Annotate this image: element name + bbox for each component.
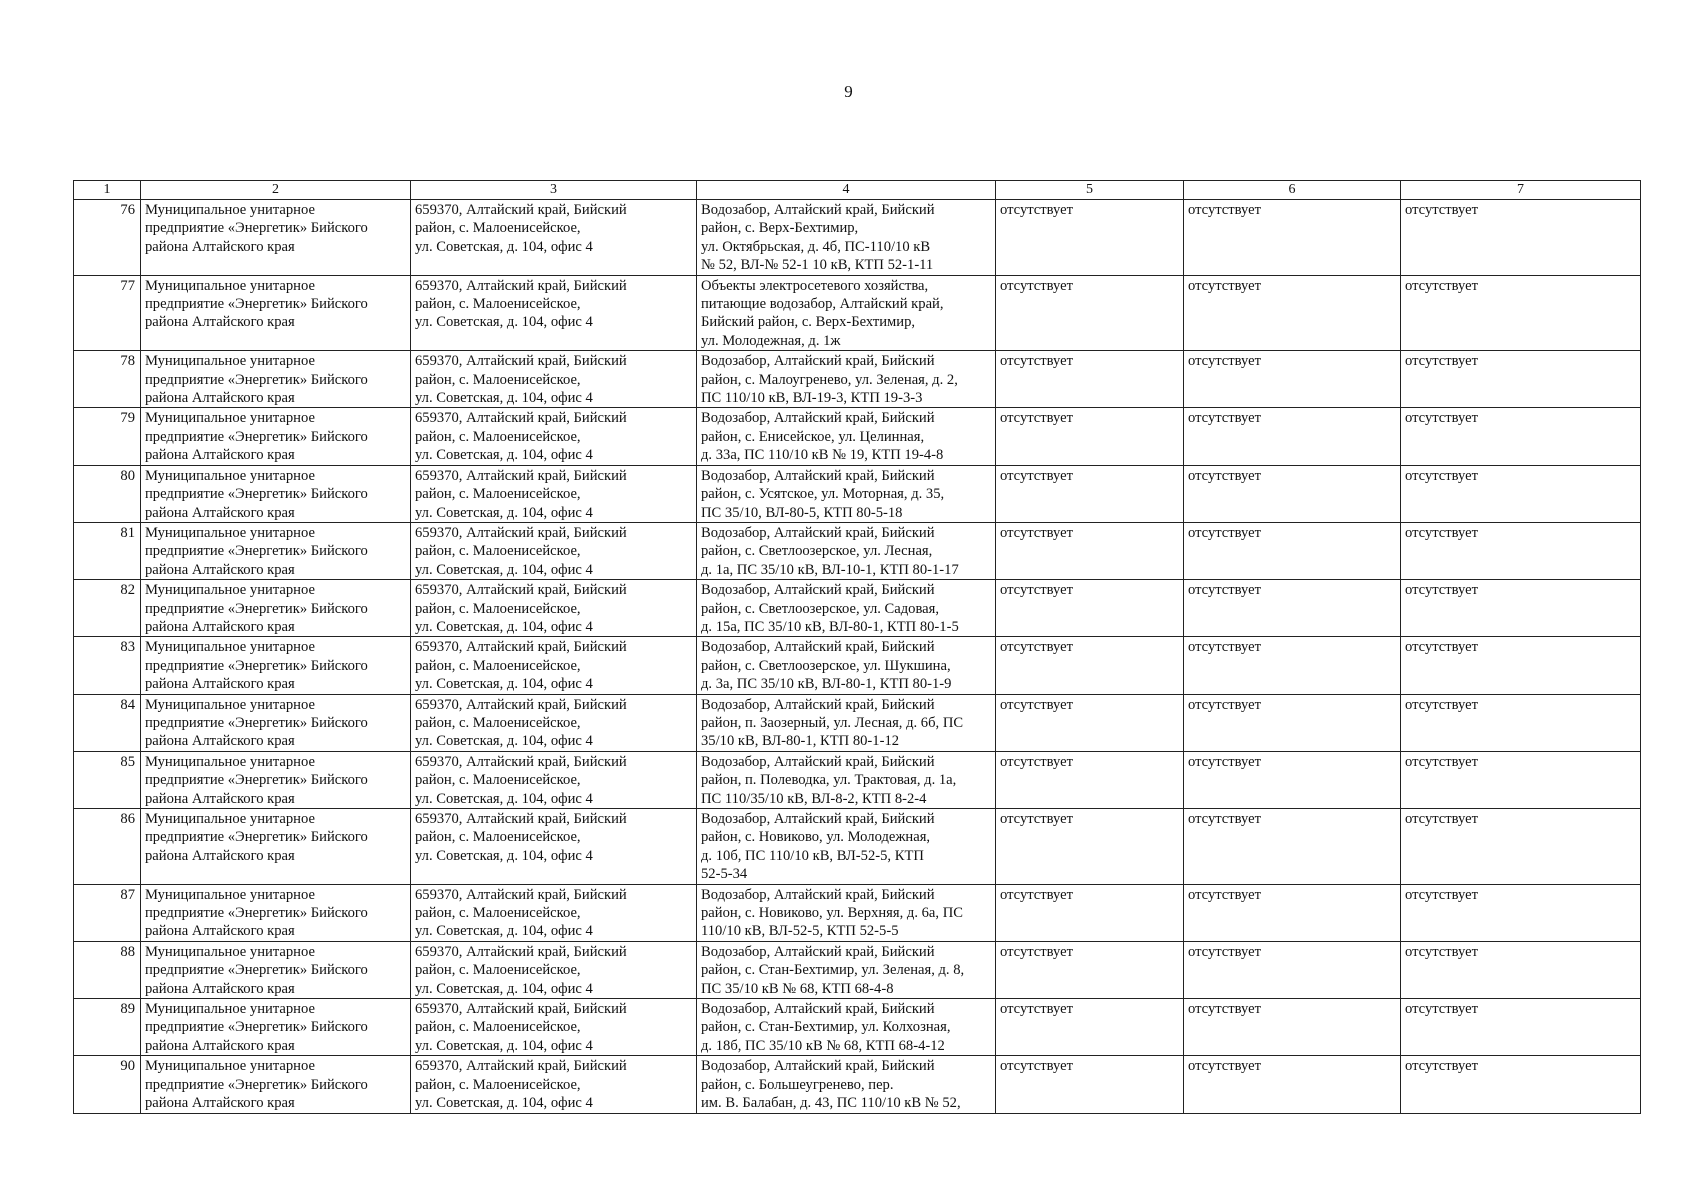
object-description: Водозабор, Алтайский край, Бийский район, с. Усятское, ул. Моторная, д. 35, ПС 35/10, ВЛ-80-5, КТП 80-5-18: [697, 465, 996, 522]
organization-address: 659370, Алтайский край, Бийский район, с. Малоенисейское, ул. Советская, д. 104, офис 4: [411, 941, 697, 998]
table-row: [74, 637, 1641, 694]
organization-address: 659370, Алтайский край, Бийский район, с. Малоенисейское, ул. Советская, д. 104, офис 4: [411, 465, 697, 522]
object-description: Водозабор, Алтайский край, Бийский район, п. Заозерный, ул. Лесная, д. 6б, ПС 35/10 кВ, ВЛ-80-1, КТП 80-1-12: [697, 694, 996, 751]
object-description: Водозабор, Алтайский край, Бийский район, с. Верх-Бехтимир, ул. Октябрьская, д. 4б, ПС-110/10 кВ № 52, ВЛ-№ 52-1 10 кВ, КТП 52-1-11: [697, 200, 996, 276]
column-6-value: отсутствует: [1184, 351, 1401, 408]
row-number: 86: [74, 809, 141, 885]
row-number: 82: [74, 580, 141, 637]
organization-address: 659370, Алтайский край, Бийский район, с. Малоенисейское, ул. Советская, д. 104, офис 4: [411, 694, 697, 751]
column-7-value: отсутствует: [1401, 809, 1641, 885]
row-number: 84: [74, 694, 141, 751]
registry-table: [73, 180, 1641, 1114]
column-5-value: отсутствует: [996, 809, 1184, 885]
column-7-value: отсутствует: [1401, 751, 1641, 808]
page-number: 9: [844, 82, 853, 101]
organization-name: Муниципальное унитарное предприятие «Энергетик» Бийского района Алтайского края: [141, 200, 411, 276]
organization-address: 659370, Алтайский край, Бийский район, с. Малоенисейское, ул. Советская, д. 104, офис 4: [411, 351, 697, 408]
organization-address: 659370, Алтайский край, Бийский район, с. Малоенисейское, ул. Советская, д. 104, офис 4: [411, 637, 697, 694]
object-description: Водозабор, Алтайский край, Бийский район, с. Большеугренево, пер. им. В. Балабан, д. 43, ПС 110/10 кВ № 52,: [697, 1056, 996, 1113]
column-7-value: отсутствует: [1401, 580, 1641, 637]
table-row: [74, 200, 1641, 276]
column-7-value: отсутствует: [1401, 1056, 1641, 1113]
organization-address: 659370, Алтайский край, Бийский район, с. Малоенисейское, ул. Советская, д. 104, офис 4: [411, 580, 697, 637]
column-5-value: отсутствует: [996, 200, 1184, 276]
organization-name: Муниципальное унитарное предприятие «Энергетик» Бийского района Алтайского края: [141, 999, 411, 1056]
column-5-value: отсутствует: [996, 941, 1184, 998]
organization-address: 659370, Алтайский край, Бийский район, с. Малоенисейское, ул. Советская, д. 104, офис 4: [411, 275, 697, 351]
column-7-value: отсутствует: [1401, 999, 1641, 1056]
organization-name: Муниципальное унитарное предприятие «Энергетик» Бийского района Алтайского края: [141, 351, 411, 408]
column-header-3: 3: [411, 181, 697, 200]
organization-name: Муниципальное унитарное предприятие «Энергетик» Бийского района Алтайского края: [141, 751, 411, 808]
column-5-value: отсутствует: [996, 580, 1184, 637]
column-6-value: отсутствует: [1184, 999, 1401, 1056]
object-description: Водозабор, Алтайский край, Бийский район, п. Полеводка, ул. Трактовая, д. 1а, ПС 110/35/10 кВ, ВЛ-8-2, КТП 8-2-4: [697, 751, 996, 808]
column-5-value: отсутствует: [996, 1056, 1184, 1113]
column-6-value: отсутствует: [1184, 580, 1401, 637]
column-7-value: отсутствует: [1401, 522, 1641, 579]
organization-name: Муниципальное унитарное предприятие «Энергетик» Бийского района Алтайского края: [141, 884, 411, 941]
organization-address: 659370, Алтайский край, Бийский район, с. Малоенисейское, ул. Советская, д. 104, офис 4: [411, 408, 697, 465]
table-row: [74, 751, 1641, 808]
column-7-value: отсутствует: [1401, 408, 1641, 465]
object-description: Водозабор, Алтайский край, Бийский район, с. Стан-Бехтимир, ул. Зеленая, д. 8, ПС 35/10 кВ № 68, КТП 68-4-8: [697, 941, 996, 998]
column-5-value: отсутствует: [996, 637, 1184, 694]
column-5-value: отсутствует: [996, 465, 1184, 522]
row-number: 88: [74, 941, 141, 998]
organization-name: Муниципальное унитарное предприятие «Энергетик» Бийского района Алтайского края: [141, 580, 411, 637]
column-7-value: отсутствует: [1401, 200, 1641, 276]
column-header-5: 5: [996, 181, 1184, 200]
column-5-value: отсутствует: [996, 408, 1184, 465]
column-5-value: отсутствует: [996, 522, 1184, 579]
column-7-value: отсутствует: [1401, 694, 1641, 751]
row-number: 77: [74, 275, 141, 351]
column-header-2: 2: [141, 181, 411, 200]
organization-address: 659370, Алтайский край, Бийский район, с. Малоенисейское, ул. Советская, д. 104, офис 4: [411, 884, 697, 941]
column-header-4: 4: [697, 181, 996, 200]
table-row: [74, 275, 1641, 351]
column-7-value: отсутствует: [1401, 941, 1641, 998]
column-7-value: отсутствует: [1401, 637, 1641, 694]
column-6-value: отсутствует: [1184, 275, 1401, 351]
organization-address: 659370, Алтайский край, Бийский район, с. Малоенисейское, ул. Советская, д. 104, офис 4: [411, 999, 697, 1056]
row-number: 80: [74, 465, 141, 522]
row-number: 76: [74, 200, 141, 276]
column-5-value: отсутствует: [996, 351, 1184, 408]
header-row: [74, 181, 1641, 200]
organization-name: Муниципальное унитарное предприятие «Энергетик» Бийского района Алтайского края: [141, 408, 411, 465]
row-number: 79: [74, 408, 141, 465]
table-row: [74, 580, 1641, 637]
column-7-value: отсутствует: [1401, 465, 1641, 522]
object-description: Объекты электросетевого хозяйства, питающие водозабор, Алтайский край, Бийский район, с. Верх-Бехтимир, ул. Молодежная, д. 1ж: [697, 275, 996, 351]
row-number: 90: [74, 1056, 141, 1113]
object-description: Водозабор, Алтайский край, Бийский район, с. Светлоозерское, ул. Лесная, д. 1а, ПС 35/10 кВ, ВЛ-10-1, КТП 80-1-17: [697, 522, 996, 579]
column-6-value: отсутствует: [1184, 694, 1401, 751]
column-5-value: отсутствует: [996, 751, 1184, 808]
column-header-6: 6: [1184, 181, 1401, 200]
row-number: 83: [74, 637, 141, 694]
row-number: 89: [74, 999, 141, 1056]
organization-address: 659370, Алтайский край, Бийский район, с. Малоенисейское, ул. Советская, д. 104, офис 4: [411, 1056, 697, 1113]
table-row: [74, 694, 1641, 751]
column-6-value: отсутствует: [1184, 465, 1401, 522]
column-6-value: отсутствует: [1184, 809, 1401, 885]
organization-name: Муниципальное унитарное предприятие «Энергетик» Бийского района Алтайского края: [141, 465, 411, 522]
table-row: [74, 884, 1641, 941]
table-row: [74, 408, 1641, 465]
column-6-value: отсутствует: [1184, 408, 1401, 465]
object-description: Водозабор, Алтайский край, Бийский район, с. Новиково, ул. Верхняя, д. 6а, ПС 110/10 кВ, ВЛ-52-5, КТП 52-5-5: [697, 884, 996, 941]
organization-address: 659370, Алтайский край, Бийский район, с. Малоенисейское, ул. Советская, д. 104, офис 4: [411, 522, 697, 579]
organization-name: Муниципальное унитарное предприятие «Энергетик» Бийского района Алтайского края: [141, 637, 411, 694]
column-6-value: отсутствует: [1184, 751, 1401, 808]
organization-name: Муниципальное унитарное предприятие «Энергетик» Бийского района Алтайского края: [141, 275, 411, 351]
organization-name: Муниципальное унитарное предприятие «Энергетик» Бийского района Алтайского края: [141, 1056, 411, 1113]
table-row: [74, 351, 1641, 408]
organization-name: Муниципальное унитарное предприятие «Энергетик» Бийского района Алтайского края: [141, 522, 411, 579]
organization-address: 659370, Алтайский край, Бийский район, с. Малоенисейское, ул. Советская, д. 104, офис 4: [411, 809, 697, 885]
table-body: [74, 200, 1641, 1114]
column-6-value: отсутствует: [1184, 1056, 1401, 1113]
row-number: 85: [74, 751, 141, 808]
table-header: [74, 181, 1641, 200]
organization-address: 659370, Алтайский край, Бийский район, с. Малоенисейское, ул. Советская, д. 104, офис 4: [411, 751, 697, 808]
row-number: 81: [74, 522, 141, 579]
row-number: 78: [74, 351, 141, 408]
table-row: [74, 1056, 1641, 1113]
table-row: [74, 522, 1641, 579]
table-row: [74, 465, 1641, 522]
column-header-7: 7: [1401, 181, 1641, 200]
organization-name: Муниципальное унитарное предприятие «Энергетик» Бийского района Алтайского края: [141, 809, 411, 885]
column-5-value: отсутствует: [996, 999, 1184, 1056]
table-row: [74, 809, 1641, 885]
object-description: Водозабор, Алтайский край, Бийский район, с. Енисейское, ул. Целинная, д. 33а, ПС 110/10 кВ № 19, КТП 19-4-8: [697, 408, 996, 465]
object-description: Водозабор, Алтайский край, Бийский район, с. Стан-Бехтимир, ул. Колхозная, д. 18б, ПС 35/10 кВ № 68, КТП 68-4-12: [697, 999, 996, 1056]
column-7-value: отсутствует: [1401, 351, 1641, 408]
organization-name: Муниципальное унитарное предприятие «Энергетик» Бийского района Алтайского края: [141, 941, 411, 998]
column-5-value: отсутствует: [996, 275, 1184, 351]
column-7-value: отсутствует: [1401, 275, 1641, 351]
object-description: Водозабор, Алтайский край, Бийский район, с. Светлоозерское, ул. Садовая, д. 15а, ПС 35/10 кВ, ВЛ-80-1, КТП 80-1-5: [697, 580, 996, 637]
column-6-value: отсутствует: [1184, 200, 1401, 276]
column-header-1: 1: [74, 181, 141, 200]
row-number: 87: [74, 884, 141, 941]
column-6-value: отсутствует: [1184, 522, 1401, 579]
table-row: [74, 999, 1641, 1056]
column-6-value: отсутствует: [1184, 884, 1401, 941]
column-5-value: отсутствует: [996, 884, 1184, 941]
object-description: Водозабор, Алтайский край, Бийский район, с. Малоугренево, ул. Зеленая, д. 2, ПС 110/10 кВ, ВЛ-19-3, КТП 19-3-3: [697, 351, 996, 408]
object-description: Водозабор, Алтайский край, Бийский район, с. Светлоозерское, ул. Шукшина, д. 3а, ПС 35/10 кВ, ВЛ-80-1, КТП 80-1-9: [697, 637, 996, 694]
table-row: [74, 941, 1641, 998]
organization-name: Муниципальное унитарное предприятие «Энергетик» Бийского района Алтайского края: [141, 694, 411, 751]
column-6-value: отсутствует: [1184, 637, 1401, 694]
object-description: Водозабор, Алтайский край, Бийский район, с. Новиково, ул. Молодежная, д. 10б, ПС 110/10 кВ, ВЛ-52-5, КТП 52-5-34: [697, 809, 996, 885]
column-7-value: отсутствует: [1401, 884, 1641, 941]
column-6-value: отсутствует: [1184, 941, 1401, 998]
column-5-value: отсутствует: [996, 694, 1184, 751]
organization-address: 659370, Алтайский край, Бийский район, с. Малоенисейское, ул. Советская, д. 104, офис 4: [411, 200, 697, 276]
